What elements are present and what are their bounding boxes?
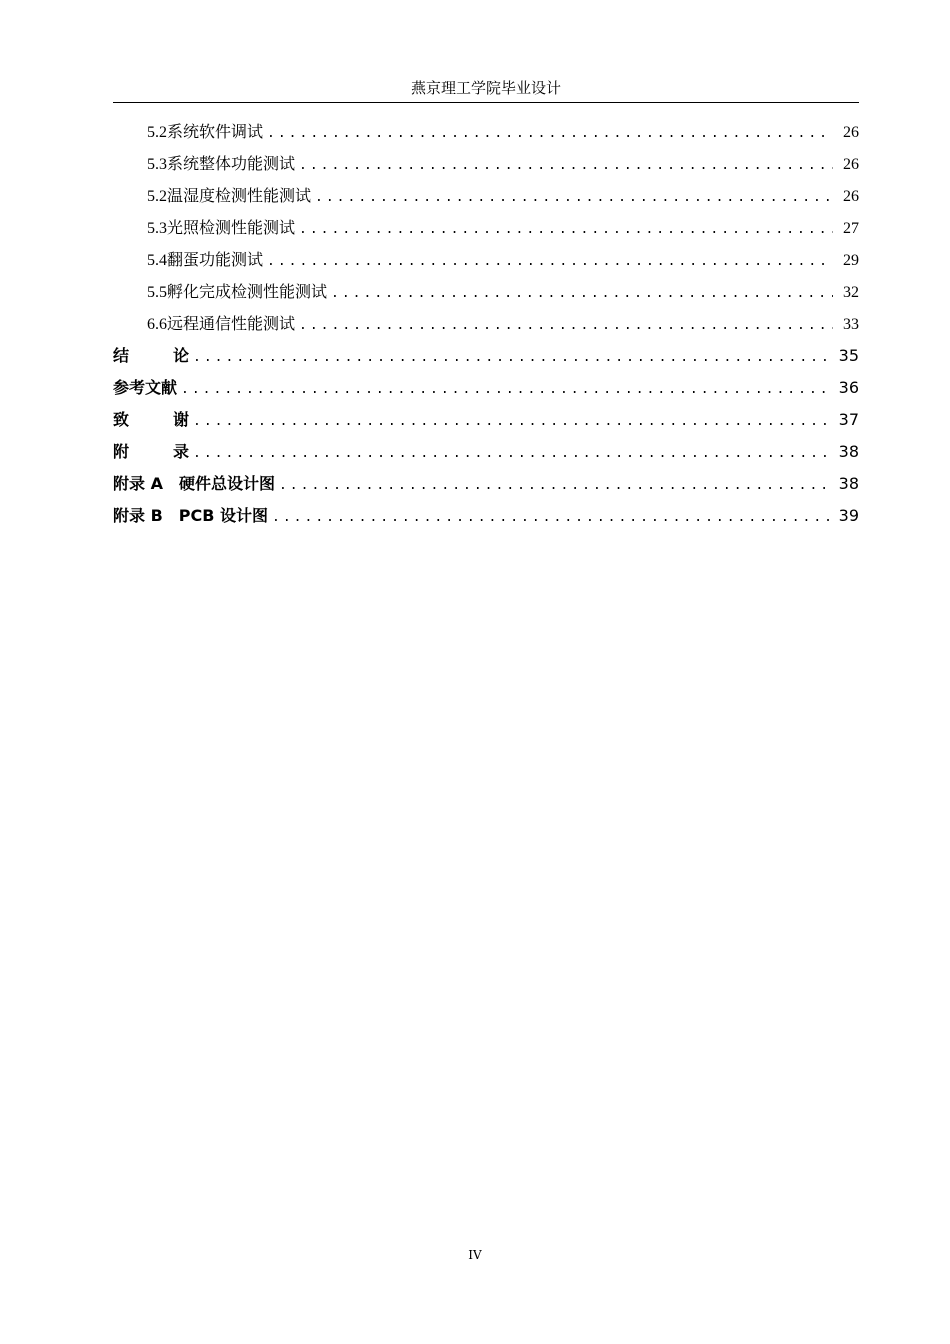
toc-leader-dots — [193, 342, 833, 374]
toc-entry-appendix[interactable] — [113, 436, 859, 468]
toc-entry-title: 孵化完成检测性能测试 — [167, 282, 328, 301]
toc-title-char: 附 — [113, 442, 130, 461]
toc-entry-title: 系统软件调试 — [167, 122, 264, 141]
toc-title-char: 录 — [173, 442, 190, 461]
toc-leader-dots — [299, 310, 833, 342]
toc-entry-title: 翻蛋功能测试 — [167, 250, 264, 269]
toc-entry-conclusion[interactable] — [113, 340, 859, 372]
toc-entry[interactable] — [113, 308, 859, 340]
page-footer — [0, 1248, 950, 1262]
page-number: IV — [468, 1248, 482, 1262]
toc-entry-page: 33 — [843, 316, 859, 333]
toc-leader-dots — [279, 470, 833, 502]
toc-leader-dots — [331, 278, 833, 310]
toc-leader-dots — [315, 182, 833, 214]
toc-title-char: 致 — [113, 410, 130, 429]
toc-leader-dots — [193, 406, 833, 438]
toc-entry-page: 37 — [838, 410, 859, 429]
toc-leader-dots — [267, 118, 833, 150]
toc-leader-dots — [272, 502, 833, 534]
toc-entry-appendix-a[interactable] — [113, 468, 859, 500]
toc-entry-title — [113, 436, 189, 468]
toc-entry-number: 5.2 — [147, 188, 167, 205]
toc-entry-references[interactable] — [113, 372, 859, 404]
toc-entry-number: 5.2 — [147, 124, 167, 141]
toc-entry-title: 附录 B PCB 设计图 — [113, 506, 269, 525]
page-header — [113, 76, 859, 103]
toc-entry-number: 5.4 — [147, 252, 167, 269]
toc-leader-dots — [181, 374, 833, 406]
toc-entry-number: 6.6 — [147, 316, 167, 333]
toc-entry[interactable] — [113, 212, 859, 244]
toc-entry-page: 36 — [838, 378, 859, 397]
toc-entry[interactable] — [113, 116, 859, 148]
toc-entry-page: 26 — [843, 124, 859, 141]
toc-entry[interactable] — [113, 148, 859, 180]
toc-entry-title: 附录 A 硬件总设计图 — [113, 474, 275, 493]
toc-entry-page: 38 — [838, 474, 859, 493]
header-title: 燕京理工学院毕业设计 — [410, 79, 561, 97]
toc-leader-dots — [299, 214, 833, 246]
toc-entry-title — [113, 340, 189, 372]
toc-entry[interactable] — [113, 276, 859, 308]
toc-entry-number: 5.5 — [147, 284, 167, 301]
toc-entry-title: 光照检测性能测试 — [167, 218, 296, 237]
toc-entry-appendix-b[interactable] — [113, 500, 859, 532]
toc-entry-number: 5.3 — [147, 220, 167, 237]
toc-entry-number: 5.3 — [147, 156, 167, 173]
toc-entry-page: 39 — [838, 506, 859, 525]
toc-entry-page: 38 — [838, 442, 859, 461]
toc-leader-dots — [193, 438, 833, 470]
toc-entry-title — [113, 404, 189, 436]
toc-entry-title: 温湿度检测性能测试 — [167, 186, 312, 205]
toc-entry-title: 参考文献 — [113, 378, 178, 397]
toc-entry-title: 远程通信性能测试 — [167, 314, 296, 333]
toc-leader-dots — [299, 150, 833, 182]
toc-entry-page: 29 — [843, 252, 859, 269]
toc-leader-dots — [267, 246, 833, 278]
toc-entry-page: 32 — [843, 284, 859, 301]
toc-title-char: 论 — [173, 346, 190, 365]
toc-title-char: 结 — [113, 346, 130, 365]
toc-entry-acknowledgement[interactable] — [113, 404, 859, 436]
toc-entry-page: 26 — [843, 156, 859, 173]
toc-entry-title: 系统整体功能测试 — [167, 154, 296, 173]
toc-entry-page: 35 — [838, 346, 859, 365]
toc-title-char: 谢 — [173, 410, 190, 429]
table-of-contents — [113, 116, 859, 532]
toc-entry[interactable] — [113, 180, 859, 212]
toc-entry-page: 27 — [843, 220, 859, 237]
toc-entry[interactable] — [113, 244, 859, 276]
toc-entry-page: 26 — [843, 188, 859, 205]
